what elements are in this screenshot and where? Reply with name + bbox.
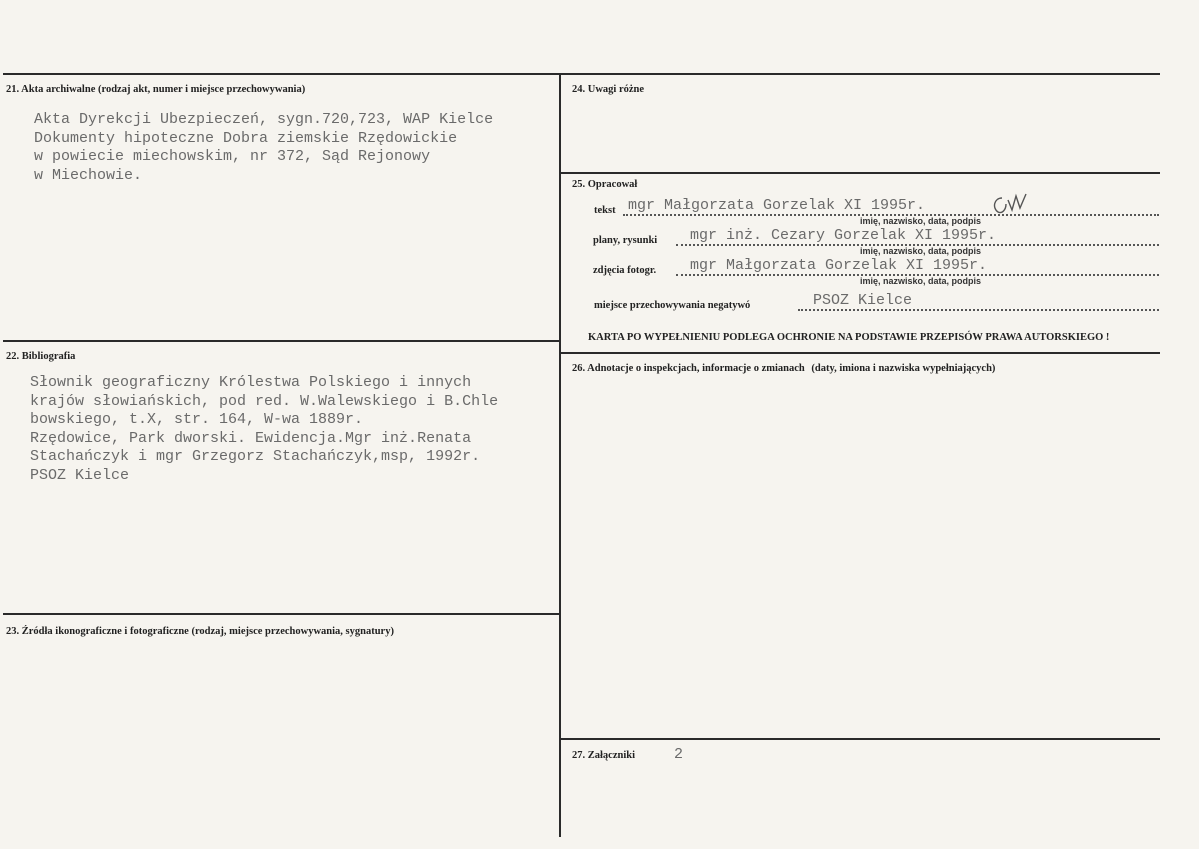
text-line: Rzędowice, Park dworski. Ewidencja.Mgr inż.Renata: [30, 429, 472, 447]
tekst-label: tekst: [594, 205, 616, 216]
section-21-heading: 21. Akta archiwalne: [6, 84, 96, 95]
text-line: Dokumenty hipoteczne Dobra ziemskie Rzędowickie: [34, 129, 458, 147]
divider-24-25: [560, 172, 1160, 174]
zdjecia-hint: imię, nazwisko, data, podpis: [860, 276, 982, 286]
section-25-title: 25. Opracował: [572, 179, 638, 190]
plany-value: mgr inż. Cezary Gorzelak XI 1995r.: [690, 227, 997, 244]
section-23-title: [6, 626, 394, 637]
section-21-title: [6, 84, 305, 95]
plany-hint: imię, nazwisko, data, podpis: [860, 246, 982, 256]
negatyw-dotted-line: [798, 309, 1159, 311]
archival-records-text: [34, 111, 493, 185]
text-line: krajów słowiańskich, pod red. W.Walewskiego i B.Chle: [30, 392, 499, 410]
divider-25-26: [560, 352, 1160, 354]
zdjecia-label: zdjęcia fotogr.: [593, 265, 657, 276]
zdjecia-field: [0, 254, 1199, 284]
plany-label: plany, rysunki: [593, 235, 658, 246]
text-line: bowskiego, t.X, str. 164, W-wa 1889r.: [30, 411, 364, 428]
attachments-count: 2: [674, 746, 684, 763]
section-22-title: 22. Bibliografia: [6, 351, 76, 362]
negatyw-label: miejsce przechowywania negatywó: [594, 300, 751, 311]
top-border: [3, 73, 1160, 75]
negatyw-value: PSOZ Kielce: [813, 292, 913, 309]
section-21-subtitle: (rodzaj akt, numer i miejsce przechowywania): [97, 84, 306, 95]
text-line: Stachańczyk i mgr Grzegorz Stachańczyk,msp, 1992r.: [30, 448, 481, 465]
text-line: w powiecie miechowskim, nr 372, Sąd Rejonowy: [34, 148, 431, 165]
negatyw-field: [0, 289, 1199, 319]
plany-field: [0, 224, 1199, 254]
copyright-notice: KARTA PO WYPEŁNIENIU PODLEGA OCHRONIE NA PODSTAWIE PRZEPISÓW PRAWA AUTORSKIEGO !: [588, 332, 1110, 343]
signature: [990, 192, 1040, 218]
zdjecia-value: mgr Małgorzata Gorzelak XI 1995r.: [690, 257, 988, 274]
section-23-heading: 23. Źródła ikonograficzne i fotograficzne: [6, 626, 189, 637]
text-line: w Miechowie.: [34, 166, 143, 184]
section-27-title: 27. Załączniki: [572, 750, 636, 761]
divider-26-27: [560, 738, 1160, 740]
text-line: Słownik geograficzny Królestwa Polskiego i innych: [30, 374, 472, 391]
section-26-heading: 26. Adnotacje o inspekcjach, informacje o zmianach: [572, 363, 805, 374]
section-26-subtitle: (daty, imiona i nazwiska wypełniających): [811, 363, 996, 374]
divider-22-23: [3, 613, 560, 615]
section-26-title: [572, 363, 995, 374]
tekst-value: mgr Małgorzata Gorzelak XI 1995r.: [628, 197, 926, 214]
tekst-hint: imię, nazwisko, data, podpis: [860, 216, 982, 226]
section-23-subtitle: (rodzaj, miejsce przechowywania, sygnatury): [191, 626, 394, 637]
section-24-title: 24. Uwagi różne: [572, 84, 645, 95]
center-divider: [559, 73, 561, 837]
bibliography-text: [30, 374, 498, 485]
text-line: PSOZ Kielce: [30, 466, 130, 484]
text-line: Akta Dyrekcji Ubezpieczeń, sygn.720,723, WAP Kielce: [34, 111, 494, 128]
divider-21-22: [3, 340, 560, 342]
